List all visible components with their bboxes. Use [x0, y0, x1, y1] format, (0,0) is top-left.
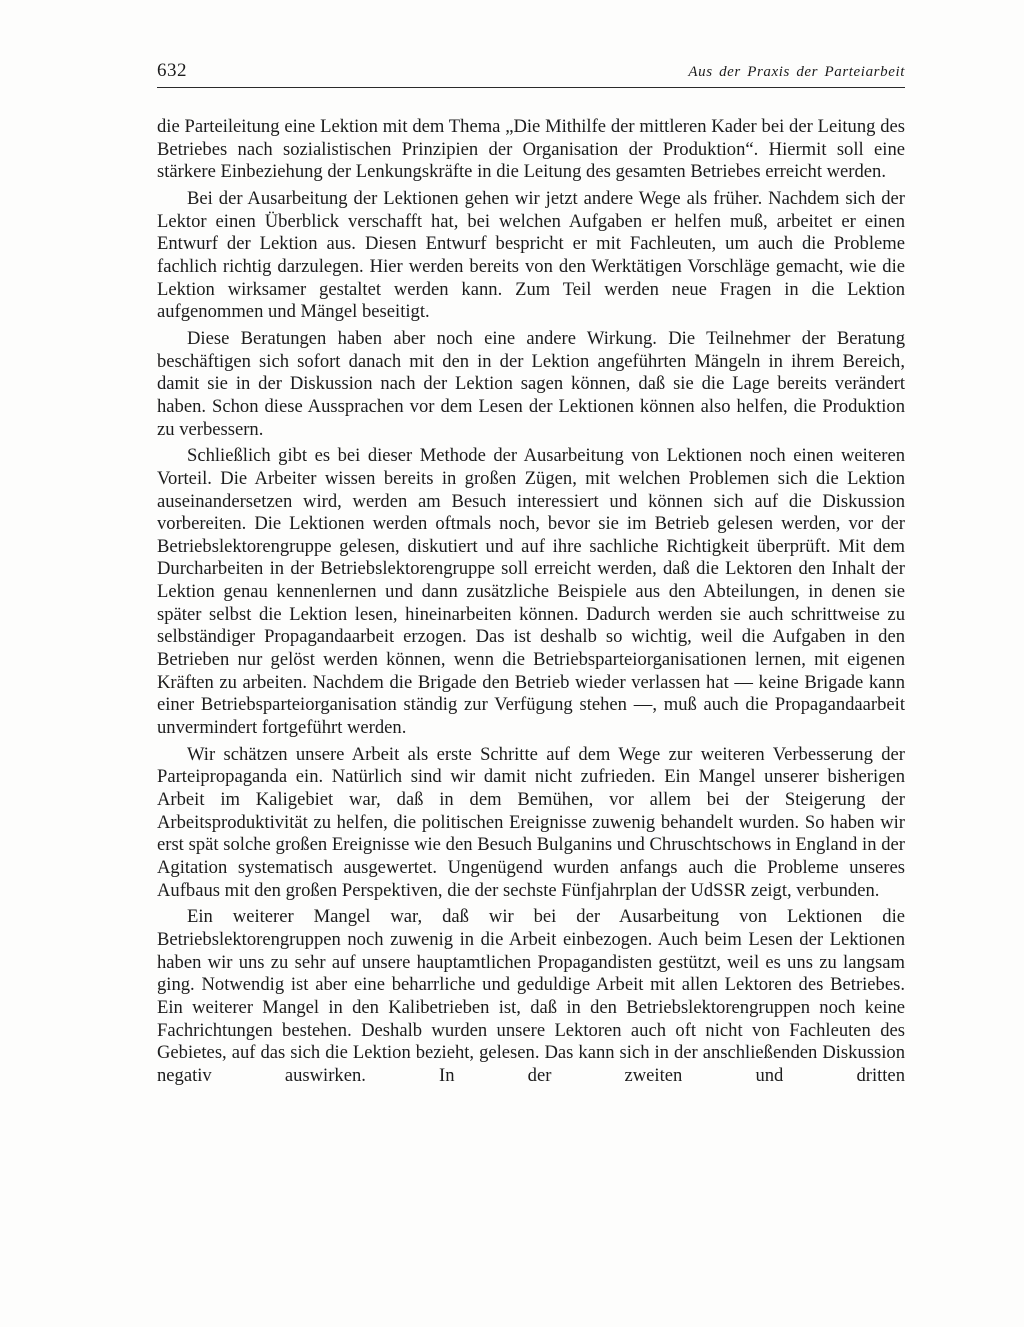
- paragraph-2: Bei der Ausarbeitung der Lektionen gehen wir jetzt andere Wege als früher. Nachdem sich der Lektor einen Überblick verschafft hat, bei welchen Aufgaben er helfen muß, arbeitet er einen Entwurf der Lektion aus. Diesen Entwurf bespricht er mit Fachleuten, um auch die Probleme fachlich richtig darzulegen. Hier werden bereits von den Werktätigen Vorschläge gemacht, wie die Lektion wirksamer gestaltet werden kann. Zum Teil werden neue Fragen in die Lektion aufgenommen und Mängel beseitigt.: [157, 187, 905, 323]
- body-text: [157, 116, 905, 1088]
- page-header: [157, 60, 905, 88]
- paragraph-1: die Parteileitung eine Lektion mit dem Thema „Die Mithilfe der mittleren Kader bei der Leitung des Betriebes nach sozialistischen Prinzipien der Organisation der Produktion“. Hiermit soll eine stärkere Einbeziehung der Lenkungskräfte in die Leitung des gesamten Betriebes erreicht werden.: [157, 116, 905, 183]
- paragraph-4: Schließlich gibt es bei dieser Methode der Ausarbeitung von Lektionen noch einen weiteren Vorteil. Die Arbeiter wissen bereits in großen Zügen, mit welchen Problemen sich die Lektion auseinandersetzen wird, werden am Besuch interessiert und können sich auf die Diskussion vorbereiten. Die Lektionen werden oftmals noch, bevor sie im Betrieb gelesen werden, vor der Betriebslektorengruppe gelesen, diskutiert und auf ihre sachliche Richtigkeit überprüft. Mit dem Durcharbeiten in der Betriebslektorengruppe soll erreicht werden, daß die Lektoren den Inhalt der Lektion genau kennenlernen und dann zusätzliche Beispiele aus den Abteilungen, in denen sie später selbst die Lektion lesen, hineinarbeiten können. Dadurch werden sie auch schrittweise zu selbständiger Propagandaarbeit erzogen. Das ist deshalb so wichtig, weil die Aufgaben in den Betrieben nur gelöst werden können, wenn die Betriebsparteiorganisationen lernen, mit eigenen Kräften zu arbeiten. Nachdem die Brigade den Betrieb wieder verlassen hat — keine Brigade kann einer Betriebsparteiorganisation ständig zur Verfügung stehen —, muß auch die Propagandaarbeit unvermindert fortgeführt werden.: [157, 445, 905, 739]
- paragraph-5: Wir schätzen unsere Arbeit als erste Schritte auf dem Wege zur weiteren Verbesserung der Parteipropaganda ein. Natürlich sind wir damit nicht zufrieden. Ein Mangel unserer bisherigen Arbeit im Kaligebiet war, daß in dem Bemühen, vor allem bei der Steigerung der Arbeitsproduktivität zu helfen, die politischen Ereignisse zuwenig behandelt wurden. So haben wir erst spät solche großen Ereignisse wie den Besuch Bulganins und Chruschtschows in England in der Agitation systematisch ausgewertet. Ungenügend wurden anfangs auch die Probleme unseres Aufbaus mit den großen Perspektiven, die der sechste Fünfjahrplan der UdSSR zeigt, verbunden.: [157, 743, 905, 901]
- page-number: 632: [157, 60, 187, 81]
- running-head: Aus der Praxis der Parteiarbeit: [688, 64, 905, 80]
- header-rule: [157, 87, 905, 88]
- paragraph-6: Ein weiterer Mangel war, daß wir bei der Ausarbeitung von Lektionen die Betriebslektorengruppen noch zuwenig in die Arbeit einbezogen. Auch beim Lesen der Lektionen haben wir uns zu sehr auf unsere hauptamtlichen Propagandisten gestützt, weil es uns zu langsam ging. Notwendig ist aber eine beharrliche und geduldige Arbeit mit allen Lektoren des Betriebes. Ein weiterer Mangel in den Kalibetrieben ist, daß in den Betriebslektorengruppen noch keine Fachrichtungen bestehen. Deshalb wurden unsere Lektoren auch oft nicht von Fachleuten des Gebietes, auf das sich die Lektion bezieht, gelesen. Das kann sich in der anschließenden Diskussion negativ auswirken. In der zweiten und dritten: [157, 906, 905, 1086]
- paragraph-3: Diese Beratungen haben aber noch eine andere Wirkung. Die Teilnehmer der Beratung beschäftigen sich sofort danach mit den in der Lektion angeführten Mängeln in ihrem Bereich, damit sie in der Diskussion nach der Lektion sagen können, daß sie die Lage bereits verändert haben. Schon diese Aussprachen vor dem Lesen der Lektionen können also helfen, die Produktion zu verbessern.: [157, 327, 905, 440]
